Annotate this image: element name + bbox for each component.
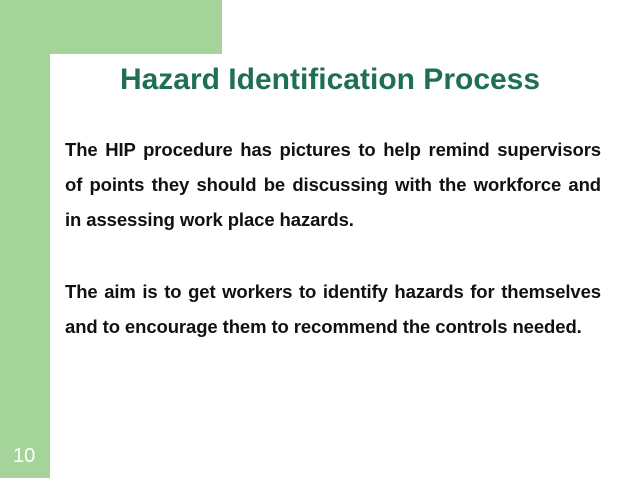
green-top-band xyxy=(0,0,222,54)
slide-body xyxy=(65,132,601,344)
paragraph-1: The HIP procedure has pictures to help remind supervisors of points they should be discussing with the workforce and in assessing work place hazards. xyxy=(65,139,601,230)
paragraph-2: The aim is to get workers to identify hazards for themselves and to encourage them to recommend the controls needed. xyxy=(65,281,601,337)
green-side-band xyxy=(0,0,50,478)
slide-title: Hazard Identification Process xyxy=(119,63,541,96)
slide-number: 10 xyxy=(13,445,36,467)
